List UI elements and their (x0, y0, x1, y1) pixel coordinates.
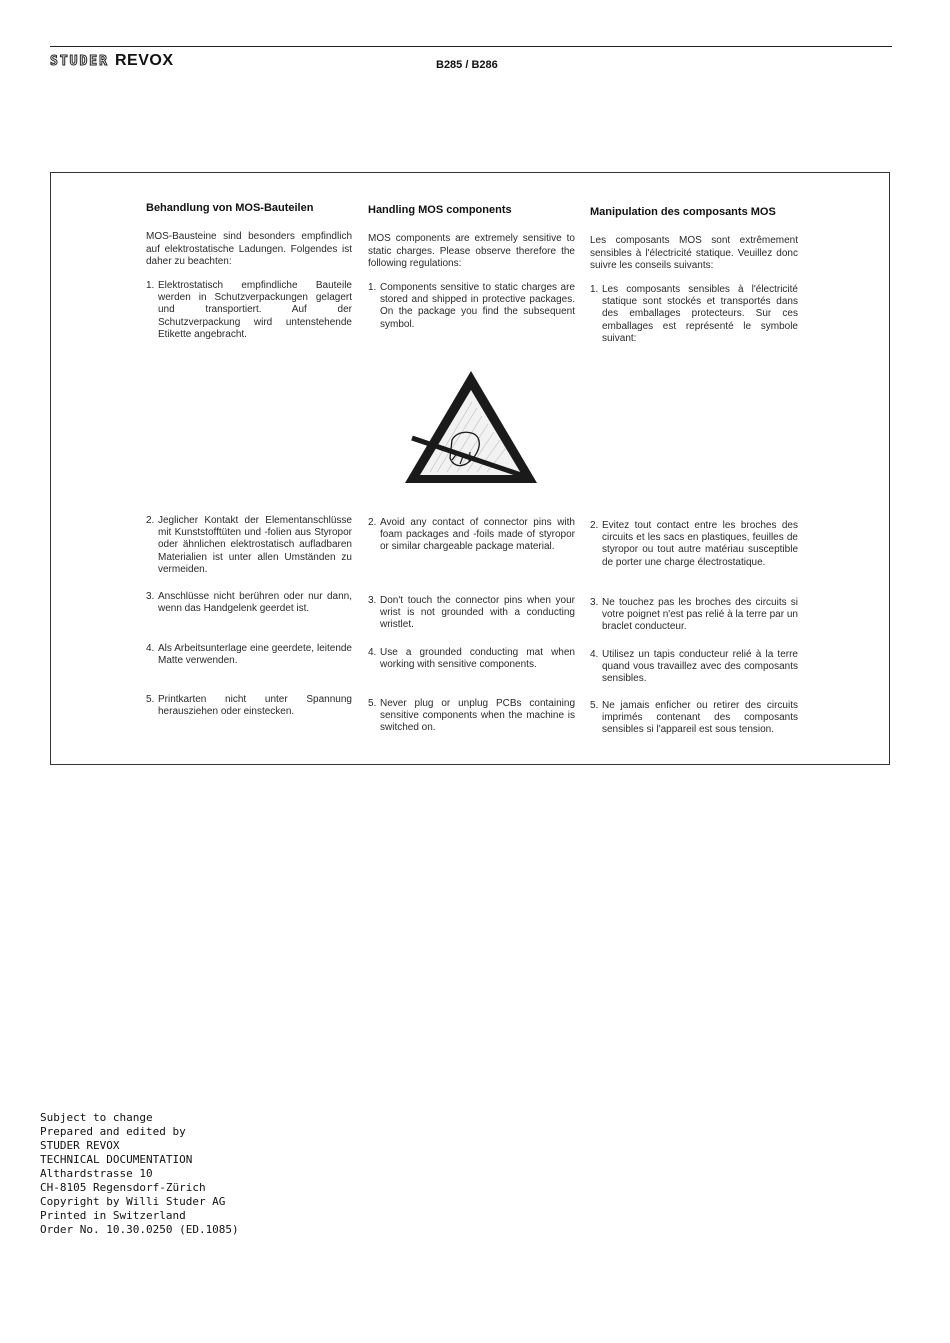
list-item (146, 280, 352, 341)
footer-line: TECHNICAL DOCUMENTATION (40, 1153, 193, 1166)
item-number: 4. (368, 647, 377, 658)
item-text: Anschlüsse nicht berühren oder nur dann, wenn das Handgelenk geerdet ist. (158, 591, 352, 615)
item-text: Use a grounded conducting mat when working with sensitive components. (380, 647, 575, 671)
list-item (590, 649, 798, 686)
footer-line: STUDER REVOX (40, 1139, 120, 1152)
item-number: 1. (368, 281, 377, 293)
list-item (590, 520, 798, 569)
item-number: 4. (146, 643, 155, 654)
item-number: 3. (368, 595, 377, 606)
footer-line: Subject to change (40, 1111, 153, 1124)
column-french (590, 206, 798, 345)
logo-revox: REVOX (114, 52, 174, 69)
item-number: 2. (146, 515, 155, 526)
item-number: 3. (590, 597, 599, 608)
item-number: 2. (368, 517, 377, 528)
list-item (146, 591, 352, 615)
item-number: 3. (146, 591, 155, 602)
logo-studer: STUDER (50, 54, 109, 69)
footer-line: Althardstrasse 10 (40, 1167, 153, 1180)
list-item (590, 700, 798, 737)
item-text: Never plug or unplug PCBs containing sensitive components when the machine is switched on. (380, 698, 575, 734)
column-title-french: Manipulation des composants MOS (590, 206, 776, 218)
item-text: Avoid any contact of connector pins with foam packages and -foils made of styropor or similar chargeable package material. (380, 517, 575, 553)
item-text: Evitez tout contact entre les broches des circuits et les sacs en plastiques, feuilles de styropor ou tout autre matériau susceptible de porter une charge électrostatique. (602, 520, 798, 568)
item-text: Printkarten nicht unter Spannung herausziehen oder einstecken. (158, 694, 352, 718)
column-intro-english: MOS components are extremely sensitive to static charges. Please observe therefore the following regulations: (368, 233, 575, 269)
list-item (146, 643, 352, 667)
item-text: Components sensitive to static charges are stored and shipped in protective packages. On the package you find the subsequent symbol. (380, 281, 575, 330)
item-text: Jeglicher Kontakt der Elementanschlüsse mit Kunststofftüten und -folien aus Styropor oder ähnlichen elektrostatisch aufladbaren Materialien ist unter allen Umständen zu vermeiden. (158, 515, 352, 575)
item-number: 1. (590, 283, 599, 295)
column-english (368, 204, 575, 331)
footer-line: CH-8105 Regensdorf-Zürich (40, 1181, 206, 1194)
list-item (368, 698, 575, 735)
esd-warning-icon (402, 368, 540, 486)
studer-revox-logo (50, 52, 173, 70)
model-number: B285 / B286 (436, 59, 498, 71)
item-number: 5. (146, 694, 155, 705)
footer-line: Copyright by Willi Studer AG (40, 1195, 226, 1208)
item-text: Als Arbeitsunterlage eine geerdete, leitende Matte verwenden. (158, 643, 352, 667)
footer-line: Order No. 10.30.0250 (ED.1085) (40, 1223, 239, 1236)
list-item (590, 597, 798, 634)
footer-line: Prepared and edited by (40, 1125, 186, 1138)
item-number: 1. (146, 279, 155, 291)
column-german (146, 202, 352, 341)
list-item (146, 694, 352, 718)
list-item (368, 517, 575, 554)
footer-line: Printed in Switzerland (40, 1209, 186, 1222)
list-item (590, 284, 798, 345)
list-item (368, 282, 575, 331)
item-number: 2. (590, 520, 599, 531)
item-text: Utilisez un tapis conducteur relié à la terre quand vous travaillez avec des composants sensibles. (602, 649, 798, 685)
item-text: Les composants sensibles à l'électricité statique sont stockés et transportés dans des emballages protecteurs. Sur ces emballages est représenté le symbole suivant: (602, 283, 798, 344)
item-text: Ne touchez pas les broches des circuits si votre poignet n'est pas relié à la terre par un braclet conducteur. (602, 597, 798, 633)
list-item (368, 595, 575, 632)
column-title-german: Behandlung von MOS-Bauteilen (146, 202, 314, 214)
column-intro-french: Les composants MOS sont extrêmement sensibles à l'électricité statique. Veuillez donc suivre les conseils suivants: (590, 235, 798, 271)
item-text: Elektrostatisch empfindliche Bauteile werden in Schutzverpackungen gelagert und transportiert. Auf der Schutzverpackung wird untenstehende Etikette angebracht. (158, 279, 352, 340)
item-number: 5. (368, 698, 377, 709)
publisher-footer (40, 1111, 239, 1237)
list-item (146, 515, 352, 576)
column-intro-german: MOS-Bausteine sind besonders empfindlich auf elektrostatische Ladungen. Folgendes ist daher zu beachten: (146, 231, 352, 267)
item-text: Don't touch the connector pins when your wrist is not grounded with a conducting wristlet. (380, 595, 575, 631)
header-rule (50, 46, 892, 47)
column-title-english: Handling MOS components (368, 204, 512, 216)
item-number: 4. (590, 649, 599, 660)
item-text: Ne jamais enficher ou retirer des circuits imprimés contenant des composants sensibles si l'appareil est sous tension. (602, 700, 798, 736)
list-item (368, 647, 575, 671)
item-number: 5. (590, 700, 599, 711)
